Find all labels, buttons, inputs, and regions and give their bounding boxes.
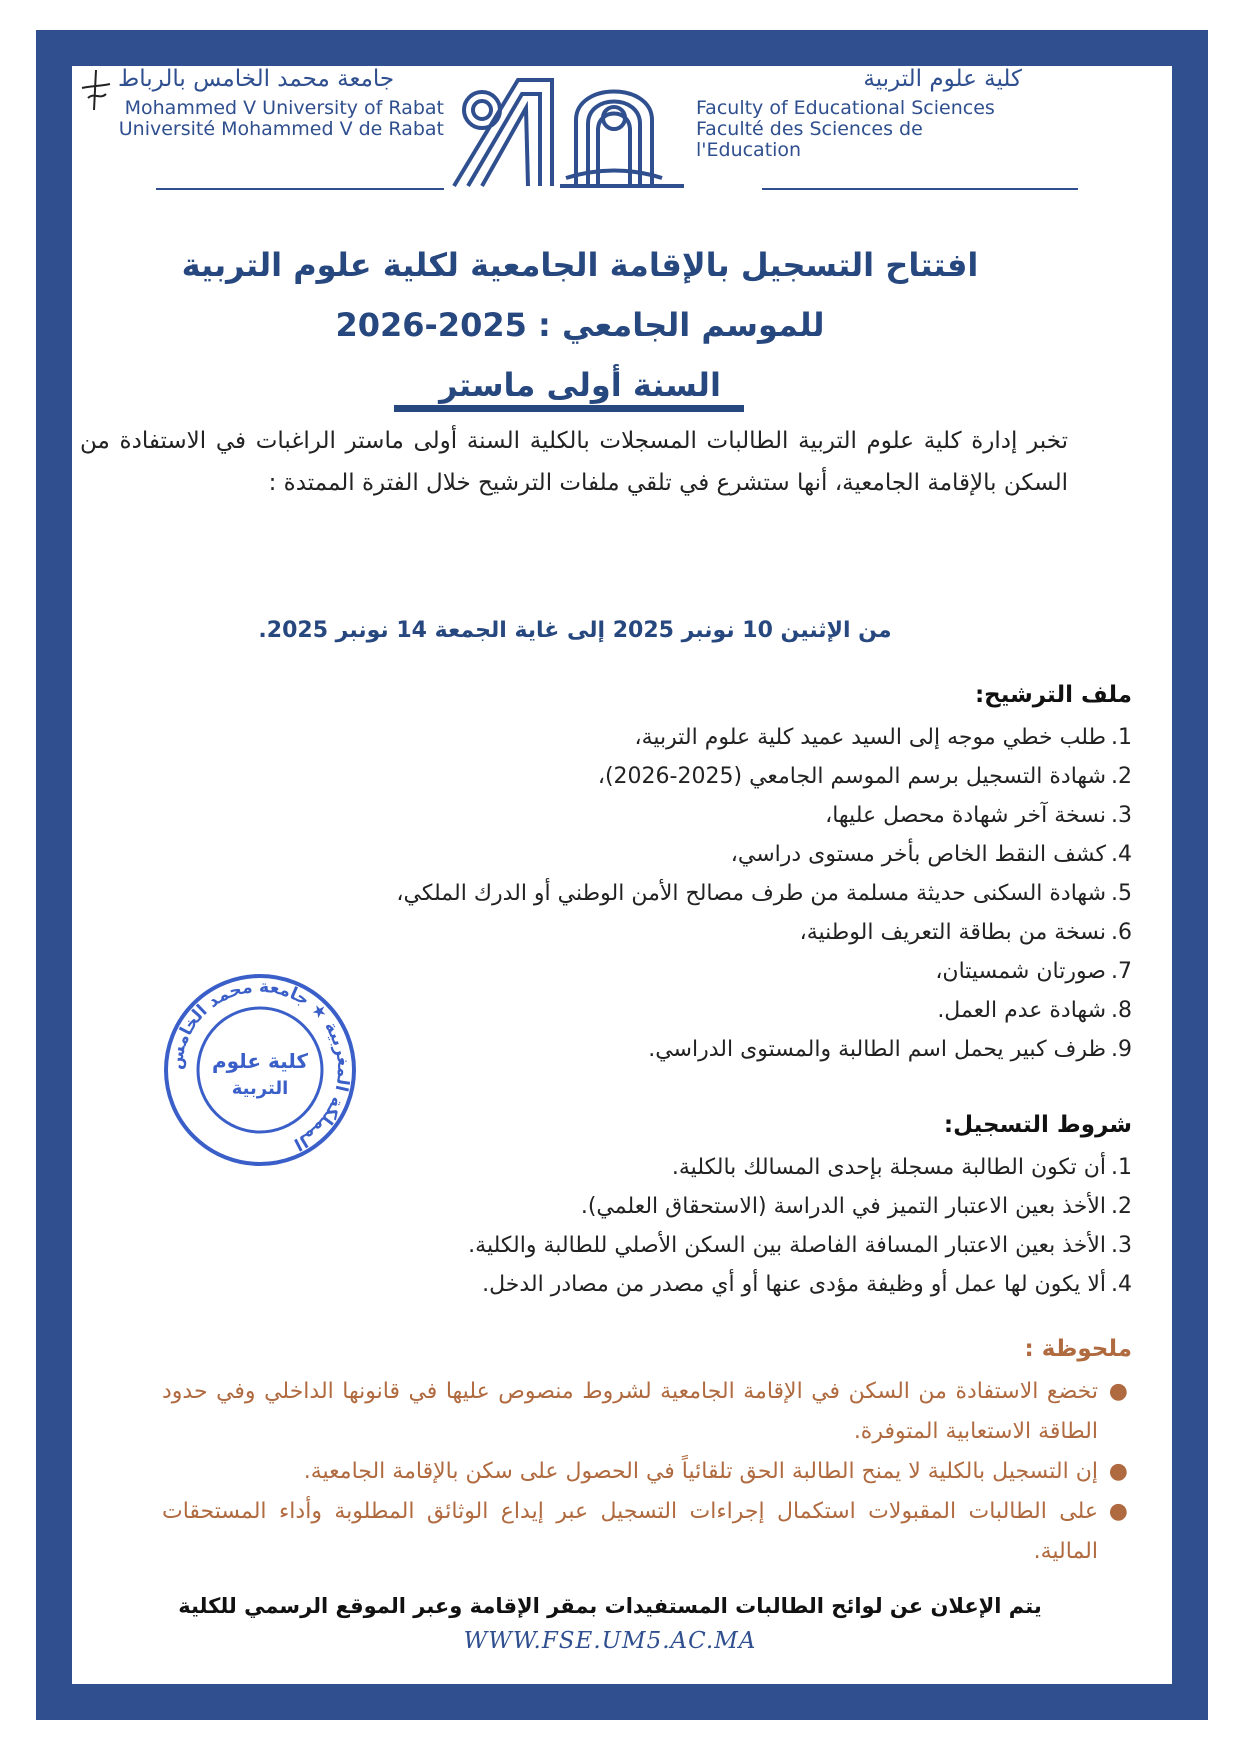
conditions-list	[468, 1148, 1132, 1304]
university-name-latin	[118, 98, 444, 140]
list-item: 3.الأخذ بعين الاعتبار المسافة الفاصلة بين السكن الأصلي للطالبة والكلية.	[468, 1233, 1132, 1258]
faculty-website-link[interactable]: WWW.FSE.UM5.AC.MA	[463, 1628, 757, 1654]
university-logo-icon	[448, 60, 688, 196]
note-item: ● على الطالبات المقبولات استكمال إجراءات التسجيل عبر إيداع الوثائق المطلوبة وأداء المستحقات المالية.	[162, 1492, 1132, 1572]
bullet-icon: ●	[1108, 1459, 1128, 1484]
university-name-french: Université Mohammed V de Rabat	[118, 118, 444, 140]
header-underline-right	[762, 188, 1078, 190]
handwritten-mark	[76, 66, 116, 116]
list-item: 9.ظرف كبير يحمل اسم الطالبة والمستوى الدراسي.	[648, 1037, 1132, 1062]
intro-paragraph: تخبر إدارة كلية علوم التربية الطالبات المسجلات بالكلية السنة أولى ماستر الراغبات في الاستفادة من السكن بالإقامة الجامعية، أنها ستشرع في تلقي ملفات الترشيح خلال الفترة الممتدة :	[80, 428, 1068, 496]
dossier-section-title: ملف الترشيح:	[974, 682, 1132, 708]
list-item: 5.شهادة السكنى حديثة مسلمة من طرف مصالح الأمن الوطني أو الدرك الملكي،	[396, 881, 1132, 906]
stamp-inner-text-1: كلية علوم	[211, 1049, 309, 1073]
official-stamp	[160, 970, 360, 1170]
list-item: 1.أن تكون الطالبة مسجلة بإحدى المسالك بالكلية.	[671, 1155, 1132, 1180]
list-item: 4.كشف النقط الخاص بأخر مستوى دراسي،	[730, 842, 1132, 867]
header-underline-left	[156, 188, 444, 190]
list-item: 7.صورتان شمسيتان،	[935, 959, 1132, 984]
notes-list	[162, 1372, 1132, 1572]
footer-announcement: يتم الإعلان عن لوائح الطالبات المستفيدات بمقر الإقامة وعبر الموقع الرسمي للكلية	[178, 1594, 1042, 1618]
bullet-icon: ●	[1108, 1379, 1128, 1404]
note-item: ● تخضع الاستفادة من السكن في الإقامة الجامعية لشروط منصوص عليها في قانونها الداخلي وفي حدود الطاقة الاستعابية المتوفرة.	[162, 1372, 1132, 1452]
conditions-section-title: شروط التسجيل:	[943, 1112, 1132, 1138]
dossier-list	[396, 718, 1132, 1069]
faculty-name-english: Faculty of Educational Sciences	[696, 97, 995, 119]
faculty-name-latin	[696, 98, 1026, 161]
note-item: ● إن التسجيل بالكلية لا يمنح الطالبة الحق تلقائياً في الحصول على سكن بالإقامة الجامعية.	[162, 1452, 1132, 1492]
list-item: 2.شهادة التسجيل برسم الموسم الجامعي (2025-2026)،	[597, 764, 1132, 789]
list-item: 4.ألا يكون لها عمل أو وظيفة مؤدى عنها أو أي مصدر من مصادر الدخل.	[482, 1272, 1132, 1297]
university-name-english: Mohammed V University of Rabat	[124, 97, 444, 119]
registration-period: من الإثنين 10 نونبر 2025 إلى غاية الجمعة 14 نونبر 2025.	[258, 618, 892, 643]
list-item: 8.شهادة عدم العمل.	[937, 998, 1132, 1023]
academic-year-title: للموسم الجامعي : 2025-2026	[335, 306, 825, 344]
list-item: 1.طلب خطي موجه إلى السيد عميد كلية علوم التربية،	[634, 725, 1132, 750]
level-title: السنة أولى ماستر	[439, 366, 721, 404]
list-item: 6.نسخة من بطاقة التعريف الوطنية،	[799, 920, 1132, 945]
stamp-outer-text: المملكة المغربية ★ جامعة محمد الخامس	[166, 976, 354, 1155]
stamp-inner-text-2: التربية	[231, 1078, 289, 1099]
announcement-title: افتتاح التسجيل بالإقامة الجامعية لكلية علوم التربية	[181, 246, 979, 284]
university-name-arabic: جامعة محمد الخامس بالرباط	[118, 66, 395, 92]
notes-section-title: ملحوظة :	[1024, 1336, 1132, 1362]
faculty-name-arabic: كلية علوم التربية	[863, 66, 1022, 92]
title-divider	[394, 405, 744, 412]
list-item: 2.الأخذ بعين الاعتبار التميز في الدراسة (الاستحقاق العلمي).	[580, 1194, 1132, 1219]
bullet-icon: ●	[1108, 1499, 1128, 1524]
list-item: 3.نسخة آخر شهادة محصل عليها،	[825, 803, 1132, 828]
faculty-name-french: Faculté des Sciences de l'Education	[696, 118, 923, 161]
